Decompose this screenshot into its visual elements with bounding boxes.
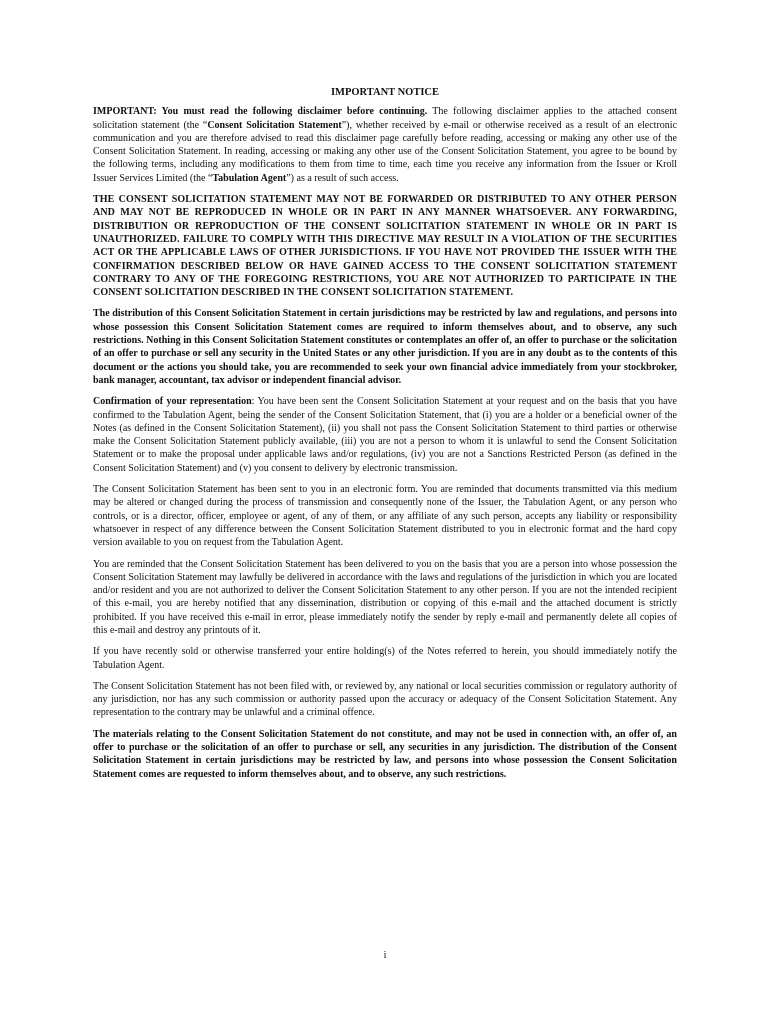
page-title: IMPORTANT NOTICE — [330, 87, 440, 98]
paragraph-caps-warning: THE CONSENT SOLICITATION STATEMENT MAY NOT BE FORWARDED OR DISTRIBUTED TO ANY OTHER PERSON AND MAY NOT BE REPRODUCED IN WHOLE OR IN PART IN ANY MANNER WHATSOEVER. ANY FORWARDING, DISTRIBUTION OR REPRODUCTION OF THE CONSENT SOLICITATION STATEMENT IN WHOLE OR IN PART IS UNAUTHORIZED. FAILURE TO COMPLY WITH THIS DIRECTIVE MAY RESULT IN A VIOLATION OF THE SECURITIES ACT OR THE APPLICABLE LAWS OF OTHER JURISDICTIONS. IF YOU HAVE NOT PROVIDED THE ISSUER WITH THE CONFIRMATION DESCRIBED BELOW OR HAVE GAINED ACCESS TO THE CONSENT SOLICITATION STATEMENT CONTRARY TO ANY OF THE FOREGOING RESTRICTIONS, YOU ARE NOT AUTHORIZED TO PARTICIPATE IN THE CONSENT SOLICITATION DESCRIBED IN THE CONSENT SOLICITATION STATEMENT. — [93, 194, 677, 299]
paragraph-materials: The materials relating to the Consent Solicitation Statement do not constitute, and may not be used in connection with, an offer of, an offer to purchase or the solicitation of an offer to purchase or sell, any securities in any jurisdiction. The distribution of the Consent Solicitation Statement in certain jurisdictions may be restricted by law, and persons into whose possession the Consent Solicitation Statement comes are requested to inform themselves about, and to observe, any such restrictions. — [93, 728, 677, 780]
important-text-2: ”), whether received by e-mail or otherwise received as a result of an electronic communication and you are therefore advised to read this disclaimer page carefully before reading, accessing or making any other use of the Consent Solicitation Statement. In reading, accessing or making any other use of the Consent Solicitation Statement, you agree to be bound by the following terms, including any modifications to them from time to time, each time you receive any information from the Issuer or Kroll Issuer Services Limited (the “ — [93, 119, 678, 184]
paragraph-important — [93, 105, 677, 185]
paragraph-electronic-form: The Consent Solicitation Statement has been sent to you in an electronic form. You are reminded that documents transmitted via this medium may be altered or changed during the process of transmission and consequently none of the Issuer, the Tabulation Agent, or any person who controls, or is a director, officer, employee or agent, of any of them, or any affiliate of any such person, accepts any liability or responsibility whatsoever in respect of any difference between the Consent Solicitation Statement distributed to you in electronic format and the hard copy version available to you on request from the Tabulation Agent. — [93, 484, 677, 549]
confirmation-lead: Confirmation of your representation — [93, 396, 252, 408]
defined-term-css: Consent Solicitation Statement — [207, 119, 342, 131]
confirmation-text: : You have been sent the Consent Solicitation Statement at your request and on the basis that you have confirmed to the Tabulation Agent, being the sender of the Consent Solicitation Statement, that (i) you are a holder or a beneficial owner of the Notes (as defined in the Consent Solicitation Statement), (ii) you shall not pass the Consent Solicitation Statement to third parties or otherwise make the Consent Solicitation Statement publicly available, (iii) you are not a person to whom it is unlawful to send the Consent Solicitation Statement or to make the proposal under applicable laws and/or regulations, (iv) you are not a Sanctions Restricted Person (as defined in the Consent Solicitation Statement) and (v) you consent to delivery by electronic transmission. — [93, 396, 677, 474]
paragraph-distribution: The distribution of this Consent Solicitation Statement in certain jurisdictions may be restricted by law and regulations, and persons into whose possession this Consent Solicitation Statement comes are required to inform themselves about, and to observe, any such restrictions. Nothing in this Consent Solicitation Statement constitutes or contemplates an offer of, an offer to purchase or the solicitation of an offer to purchase or sell any security in the United States or any other jurisdiction. If you are in any doubt as to the contents of this document or the actions you should take, you are recommended to seek your own financial advice immediately from your stockbroker, bank manager, accountant, tax advisor or independent financial advisor. — [93, 308, 677, 386]
paragraph-confirmation — [93, 395, 677, 475]
defined-term-tabulation-agent: Tabulation Agent — [212, 172, 287, 184]
important-text-1: The following disclaimer applies to the attached consent solicitation statement (the “ — [93, 106, 677, 131]
paragraph-sold-holdings: If you have recently sold or otherwise transferred your entire holding(s) of the Notes referred to herein, you should immediately notify the Tabulation Agent. — [93, 646, 677, 671]
paragraph-not-filed: The Consent Solicitation Statement has not been filed with, or reviewed by, any national or local securities commission or regulatory authority of any jurisdiction, nor has any such commission or authority passed upon the accuracy or adequacy of the Consent Solicitation Statement. Any representation to the contrary may be unlawful and a criminal offence. — [93, 680, 677, 719]
page-number: i — [383, 950, 387, 961]
important-text-3: ”) as a result of such access. — [286, 172, 399, 184]
important-lead: IMPORTANT: You must read the following disclaimer before continuing. — [93, 106, 428, 118]
paragraph-delivery-basis: You are reminded that the Consent Solicitation Statement has been delivered to you on the basis that you are a person into whose possession the Consent Solicitation Statement may lawfully be delivered in accordance with the laws and regulations of the jurisdiction in which you are located and/or resident and you are not authorized to deliver the Consent Solicitation Statement to any other person. If you are not the intended recipient of this e-mail, you are hereby notified that any dissemination, distribution or copying of this e-mail and the attached document is strictly prohibited. If you have received this e-mail in error, please immediately notify the sender by reply e-mail and permanently delete all copies of this e-mail and destroy any printouts of it. — [93, 558, 677, 636]
document-page — [93, 86, 677, 789]
